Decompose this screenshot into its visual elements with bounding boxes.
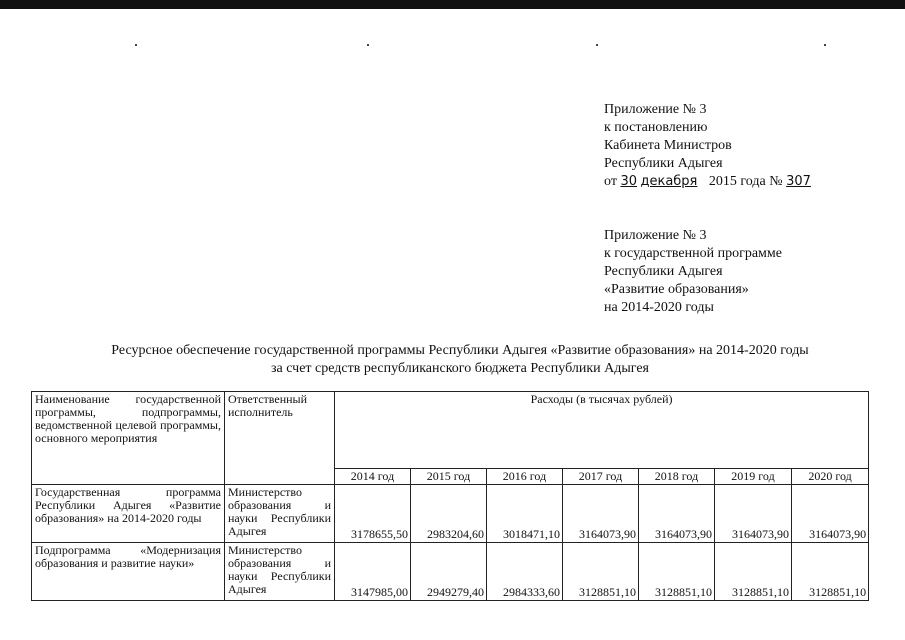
table-row xyxy=(32,485,869,543)
appendix-line: Республики Адыгея xyxy=(604,156,723,171)
row-value: 3128851,10 xyxy=(563,543,639,601)
year-header: 2017 год xyxy=(563,469,639,485)
appendix-line: Приложение № 3 xyxy=(604,102,707,117)
appendix-line: «Развитие образования» xyxy=(604,282,749,297)
row-value: 3178655,50 xyxy=(335,485,411,543)
date-prefix: от xyxy=(604,174,617,189)
row-executor: Министерство образования и науки Республики Адыгея xyxy=(225,543,335,601)
scan-dot xyxy=(135,44,137,46)
appendix-line: на 2014-2020 годы xyxy=(604,300,714,315)
resources-table xyxy=(31,391,869,601)
scan-dot xyxy=(367,44,369,46)
row-value: 3164073,90 xyxy=(563,485,639,543)
header-expenses: Расходы (в тысячах рублей) xyxy=(335,392,869,469)
row-value: 2984333,60 xyxy=(487,543,563,601)
year-header: 2016 год xyxy=(487,469,563,485)
resolution-date-line xyxy=(604,173,811,191)
appendix-resolution xyxy=(604,101,811,191)
table-header-row xyxy=(32,392,869,469)
row-value: 3164073,90 xyxy=(792,485,869,543)
header-name: Наименование государственной программы, подпрограммы, ведомственной целевой программы, основного мероприятия xyxy=(32,392,225,485)
date-year: 2015 года № xyxy=(708,174,783,189)
year-header: 2014 год xyxy=(335,469,411,485)
document-title xyxy=(60,342,860,378)
table-row xyxy=(32,543,869,601)
scan-dot xyxy=(596,44,598,46)
row-executor: Министерство образования и науки Республики Адыгея xyxy=(225,485,335,543)
appendix-line: Кабинета Министров xyxy=(604,138,732,153)
row-name: Подпрограмма «Модернизация образования и развитие науки» xyxy=(32,543,225,601)
row-value: 3128851,10 xyxy=(639,543,715,601)
year-header: 2015 год xyxy=(411,469,487,485)
title-line-1: Ресурсное обеспечение государственной программы Республики Адыгея «Развитие образования» на 2014-2020 годы xyxy=(111,343,809,358)
date-day: 30 xyxy=(620,174,637,189)
row-value: 3128851,10 xyxy=(792,543,869,601)
header-executor: Ответственный исполнитель xyxy=(225,392,335,485)
row-value: 2949279,40 xyxy=(411,543,487,601)
year-header: 2020 год xyxy=(792,469,869,485)
appendix-line: Приложение № 3 xyxy=(604,228,707,243)
title-line-2: за счет средств республиканского бюджета Республики Адыгея xyxy=(271,361,649,376)
row-value: 2983204,60 xyxy=(411,485,487,543)
row-value: 3128851,10 xyxy=(715,543,792,601)
scan-top-border xyxy=(0,0,905,9)
resolution-number: 307 xyxy=(786,174,811,189)
row-name: Государственная программа Республики Адыгея «Развитие образования» на 2014-2020 годы xyxy=(32,485,225,543)
row-value: 3164073,90 xyxy=(639,485,715,543)
row-value: 3147985,00 xyxy=(335,543,411,601)
scan-dot xyxy=(824,44,826,46)
row-value: 3164073,90 xyxy=(715,485,792,543)
year-header: 2019 год xyxy=(715,469,792,485)
year-header: 2018 год xyxy=(639,469,715,485)
appendix-line: к государственной программе xyxy=(604,246,782,261)
appendix-program xyxy=(604,227,782,317)
appendix-line: к постановлению xyxy=(604,120,708,135)
row-value: 3018471,10 xyxy=(487,485,563,543)
date-month: декабря xyxy=(640,174,698,189)
appendix-line: Республики Адыгея xyxy=(604,264,723,279)
